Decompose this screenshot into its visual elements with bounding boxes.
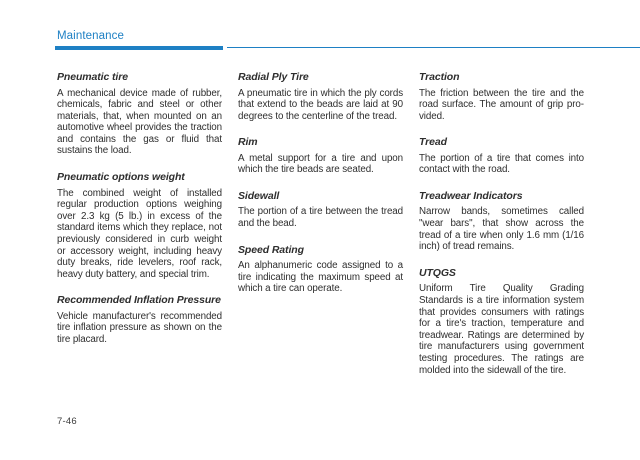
glossary-term: Recommended Inflation Pressure [57,294,221,307]
glossary-term: Pneumatic tire [57,71,128,83]
glossary-definition: Narrow bands, sometimes called "wear bars", that show across the tread of a tire when only 1.6 mm (1/16 inch) of tread remains. [419,206,584,253]
glossary-column [238,71,403,376]
glossary-definition: A mechanical device made of rubber, chemicals, fabric and steel or other materials, that, when mounted on an automotive wheel provides the traction and contains the gas or fluid that sustains the load. [57,87,222,157]
glossary-definition: An alphanumeric code assigned to a tire indicating the maximum speed at which a tire can operate. [238,260,403,295]
glossary-column [57,71,222,376]
glossary-definition: The portion of a tire between the tread and the bead. [238,206,403,230]
page-number: 7-46 [57,416,77,427]
glossary-term: Pneumatic options weight [57,171,185,184]
glossary-definition: Uniform Tire Quality Grading Standards is a tire information system that provides consumers with ratings for a tire's traction, temperature and treadwear. Ratings are determined by tire manufacturers using government testing procedures. The ratings are molded into the sidewall of the tire. [419,283,584,376]
header-underline-bar [55,46,223,50]
glossary-column [419,71,584,376]
glossary-term: Sidewall [238,189,280,202]
section-title: Maintenance [57,30,124,42]
glossary-term: UTQGS [419,266,456,279]
glossary-term: Rim [238,136,258,149]
glossary-term: Traction [419,71,460,83]
glossary-term: Radial Ply Tire [238,71,309,83]
glossary-term: Tread [419,136,447,149]
glossary-definition: The friction between the tire and the road surface. The amount of grip provided. [419,87,584,122]
glossary-definition: The portion of a tire that comes into contact with the road. [419,152,584,176]
header-rule-line [227,47,640,48]
glossary-definition: A metal support for a tire and upon which the tire beads are seated. [238,152,403,176]
glossary-definition: Vehicle manufacturer's recommended tire inflation pressure as shown on the tire placard. [57,310,222,345]
glossary-definition: The combined weight of installed regular production options weighing over 2.3 kg (5 lb.) in excess of the standard items which they replace, not previously considered in curb weight or accessory weight, including heavy duty breaks, ride levelers, roof rack, heavy duty battery, and special trim. [57,187,222,280]
glossary-columns [57,71,584,376]
glossary-term: Treadwear Indicators [419,189,523,202]
glossary-term: Speed Rating [238,243,304,256]
glossary-definition: A pneumatic tire in which the ply cords that extend to the beads are laid at 90 degrees to the centerline of the tread. [238,87,403,122]
